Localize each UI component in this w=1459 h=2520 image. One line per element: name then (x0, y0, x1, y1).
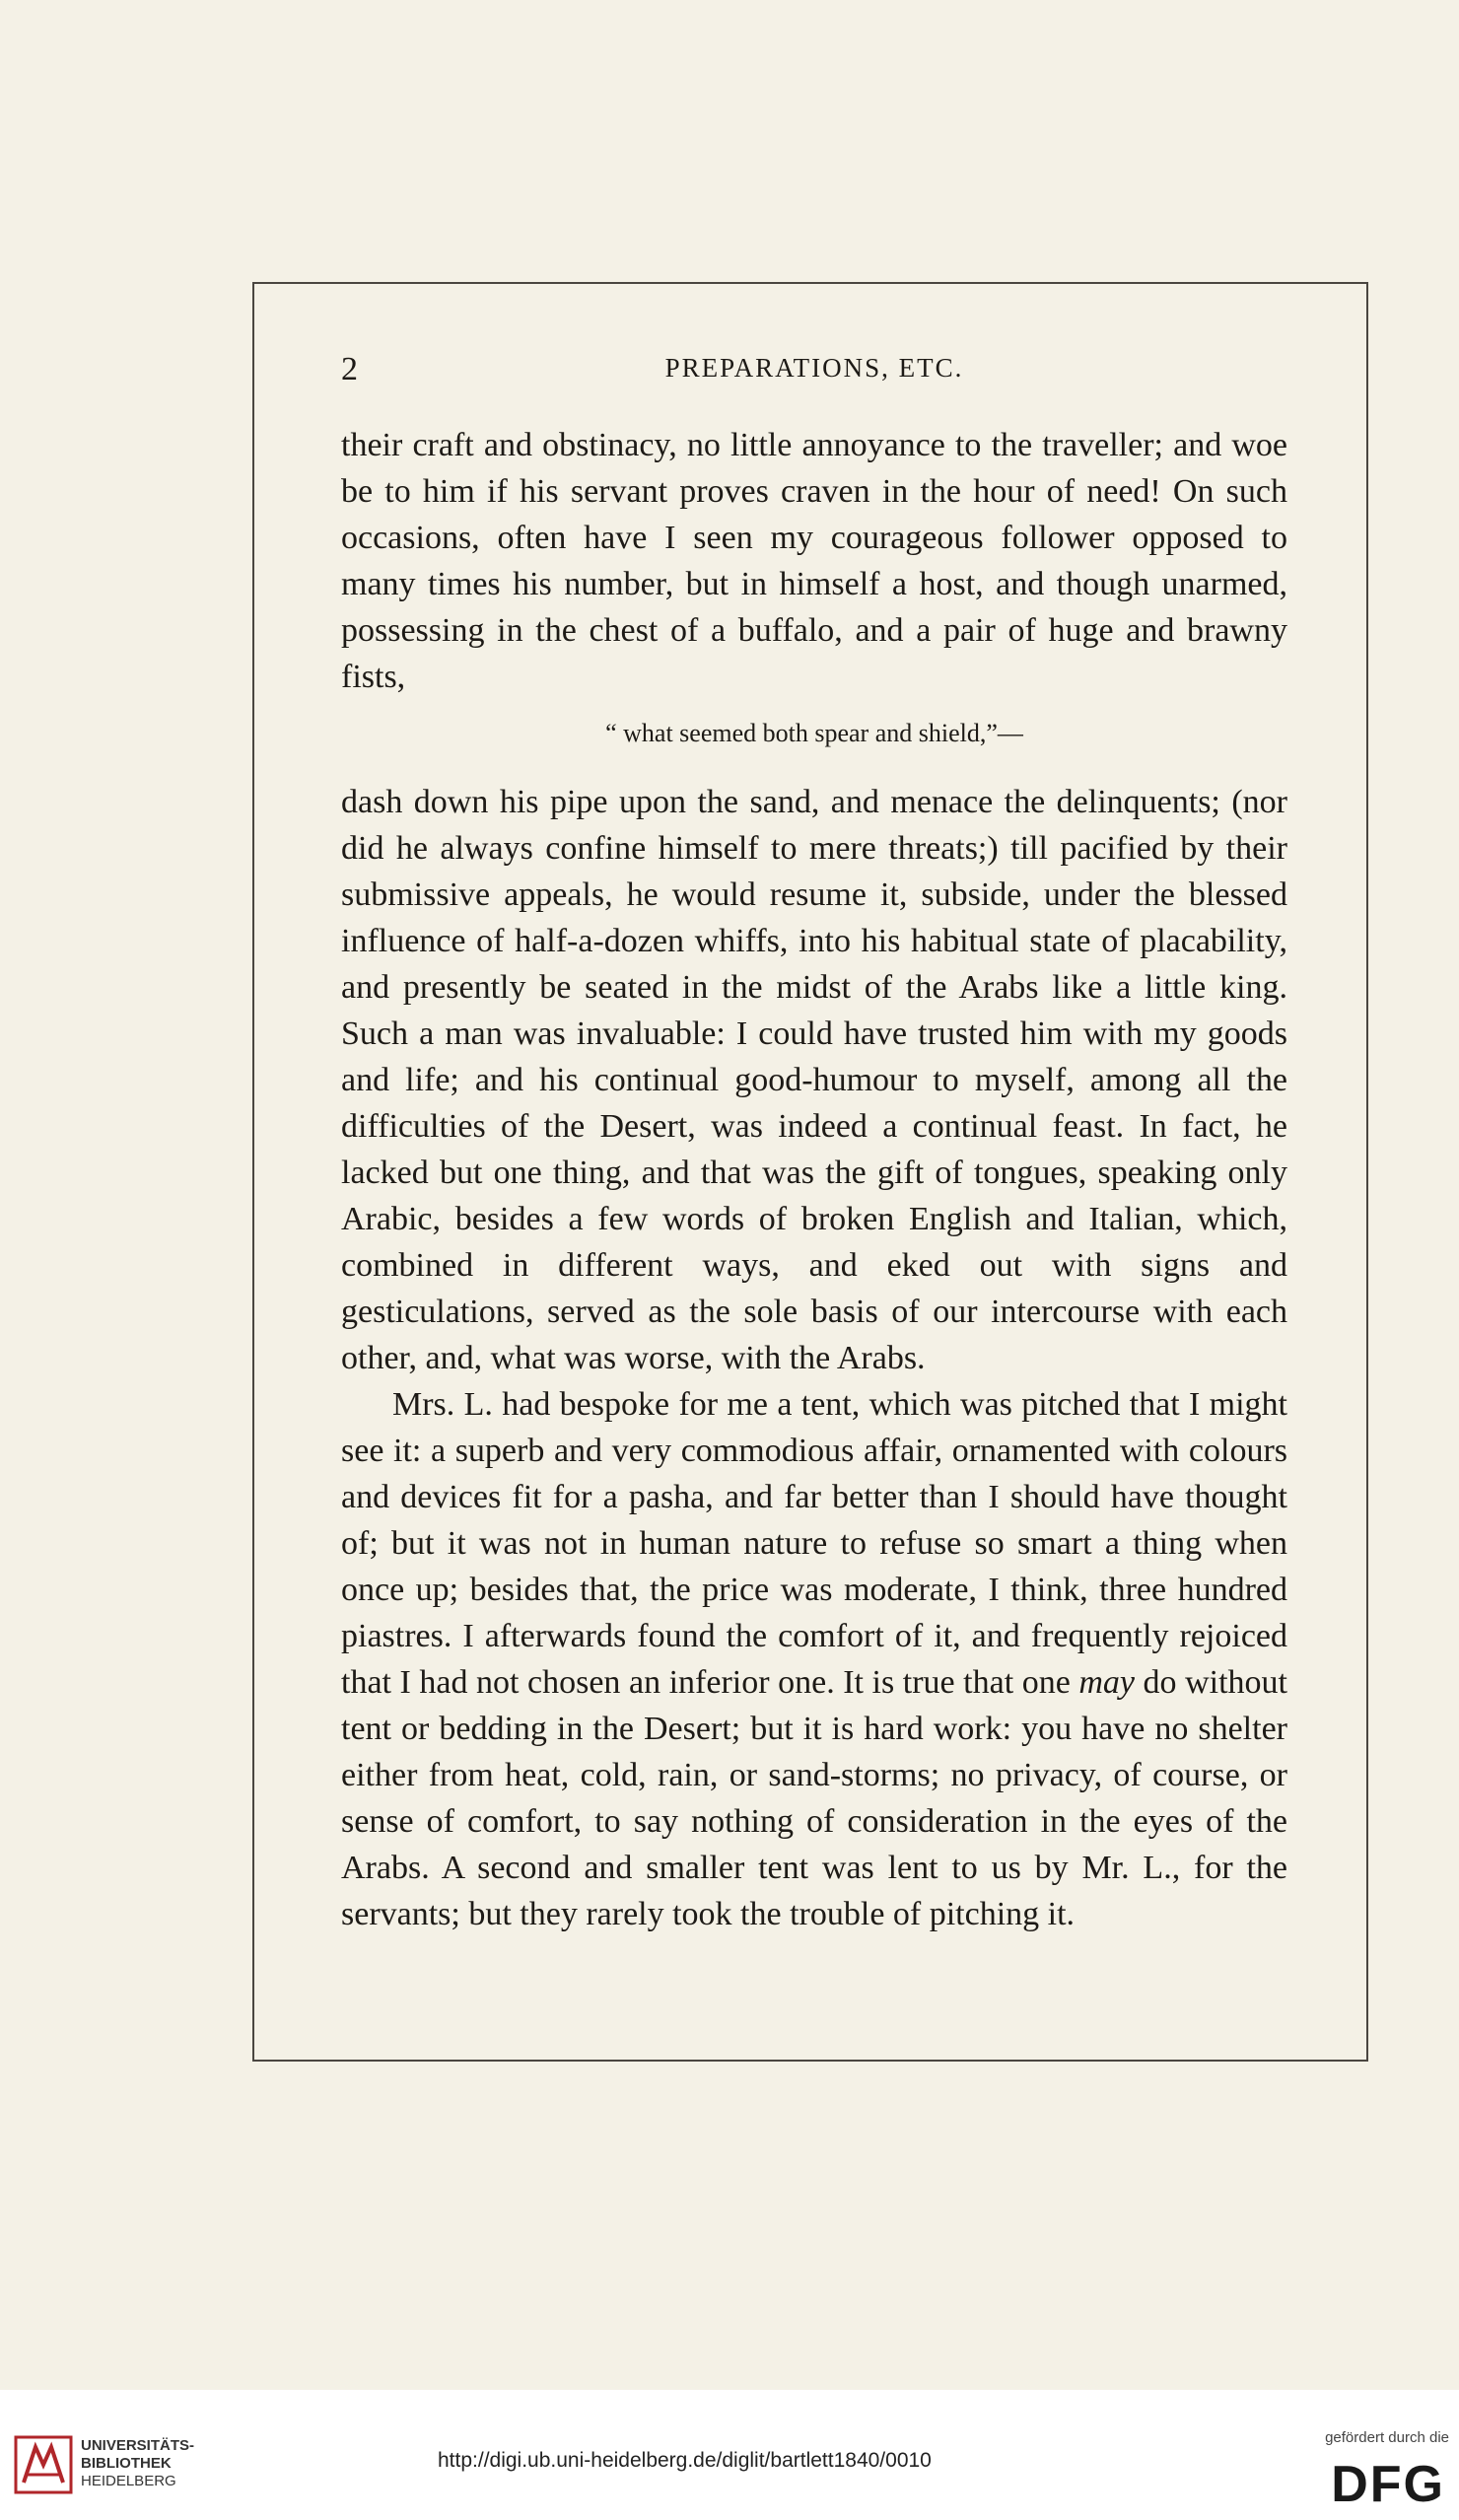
funding-note: gefördert durch die (1325, 2429, 1449, 2446)
library-name: UNIVERSITÄTS- BIBLIOTHEK HEIDELBERG (81, 2437, 195, 2489)
permalink-url[interactable]: http://digi.ub.uni-heidelberg.de/diglit/bartlett1840/0010 (438, 2449, 932, 2472)
page-number: 2 (341, 351, 358, 387)
university-seal-icon (14, 2435, 73, 2494)
running-head (341, 345, 1287, 392)
paragraph-3-emphasis: may (1078, 1664, 1135, 1701)
book-page (341, 345, 1287, 1937)
paragraph-3 (341, 1381, 1287, 1937)
dfg-logo: DFG (1331, 2456, 1445, 2513)
body-text (341, 422, 1287, 1937)
paragraph-3-part-2: do without tent or bedding in the Desert; but it is hard work: you have no shelter either from heat, cold, rain, or sand-storms; no privacy, of course, or sense of comfort, to say nothing of consideration in the eyes of the Arabs. A second and smaller tent was lent to us by Mr. L., for the servants; but they rarely took the trouble of pitching it. (341, 1664, 1287, 1932)
verse-quote: “ what seemed both spear and shield,”— (605, 719, 1023, 747)
paragraph-2: dash down his pipe upon the sand, and menace the delinquents; (nor did he always confine himself to mere threats;) till pacified by their submissive appeals, he would resume it, subside, under the blessed influence of half-a-dozen whiffs, into his habitual state of placability, and presently be seated in the midst of the Arabs like a little king. Such a man was invaluable: I could have trusted him with my goods and life; and his continual good-humour to myself, among all the difficulties of the Desert, was indeed a continual feast. In fact, he lacked but one thing, and that was the gift of tongues, speaking only Arabic, besides a few words of broken English and Italian, which, combined in different ways, and eked out with signs and gesticulations, served as the sole basis of our intercourse with each other, and, what was worse, with the Arabs. (341, 784, 1287, 1376)
paragraph-1: their craft and obstinacy, no little annoyance to the traveller; and woe be to him if his servant proves craven in the hour of need! On such occasions, often have I seen my courageous follower opposed to many times his number, but in himself a host, and though unarmed, possessing in the chest of a buffalo, and a pair of huge and brawny fists, (341, 427, 1287, 695)
digitization-footer (0, 2390, 1459, 2520)
paragraph-3-part-1: Mrs. L. had bespoke for me a tent, which was pitched that I might see it: a superb and very commodious affair, ornamented with colours and devices fit for a pasha, and far better than I should have thought of; but it was not in human nature to refuse so smart a thing when once up; besides that, the price was moderate, I think, three hundred piastres. I afterwards found the comfort of it, and frequently rejoiced that I had not chosen an inferior one. It is true that one (341, 1386, 1287, 1701)
running-title: PREPARATIONS, ETC. (664, 353, 964, 383)
